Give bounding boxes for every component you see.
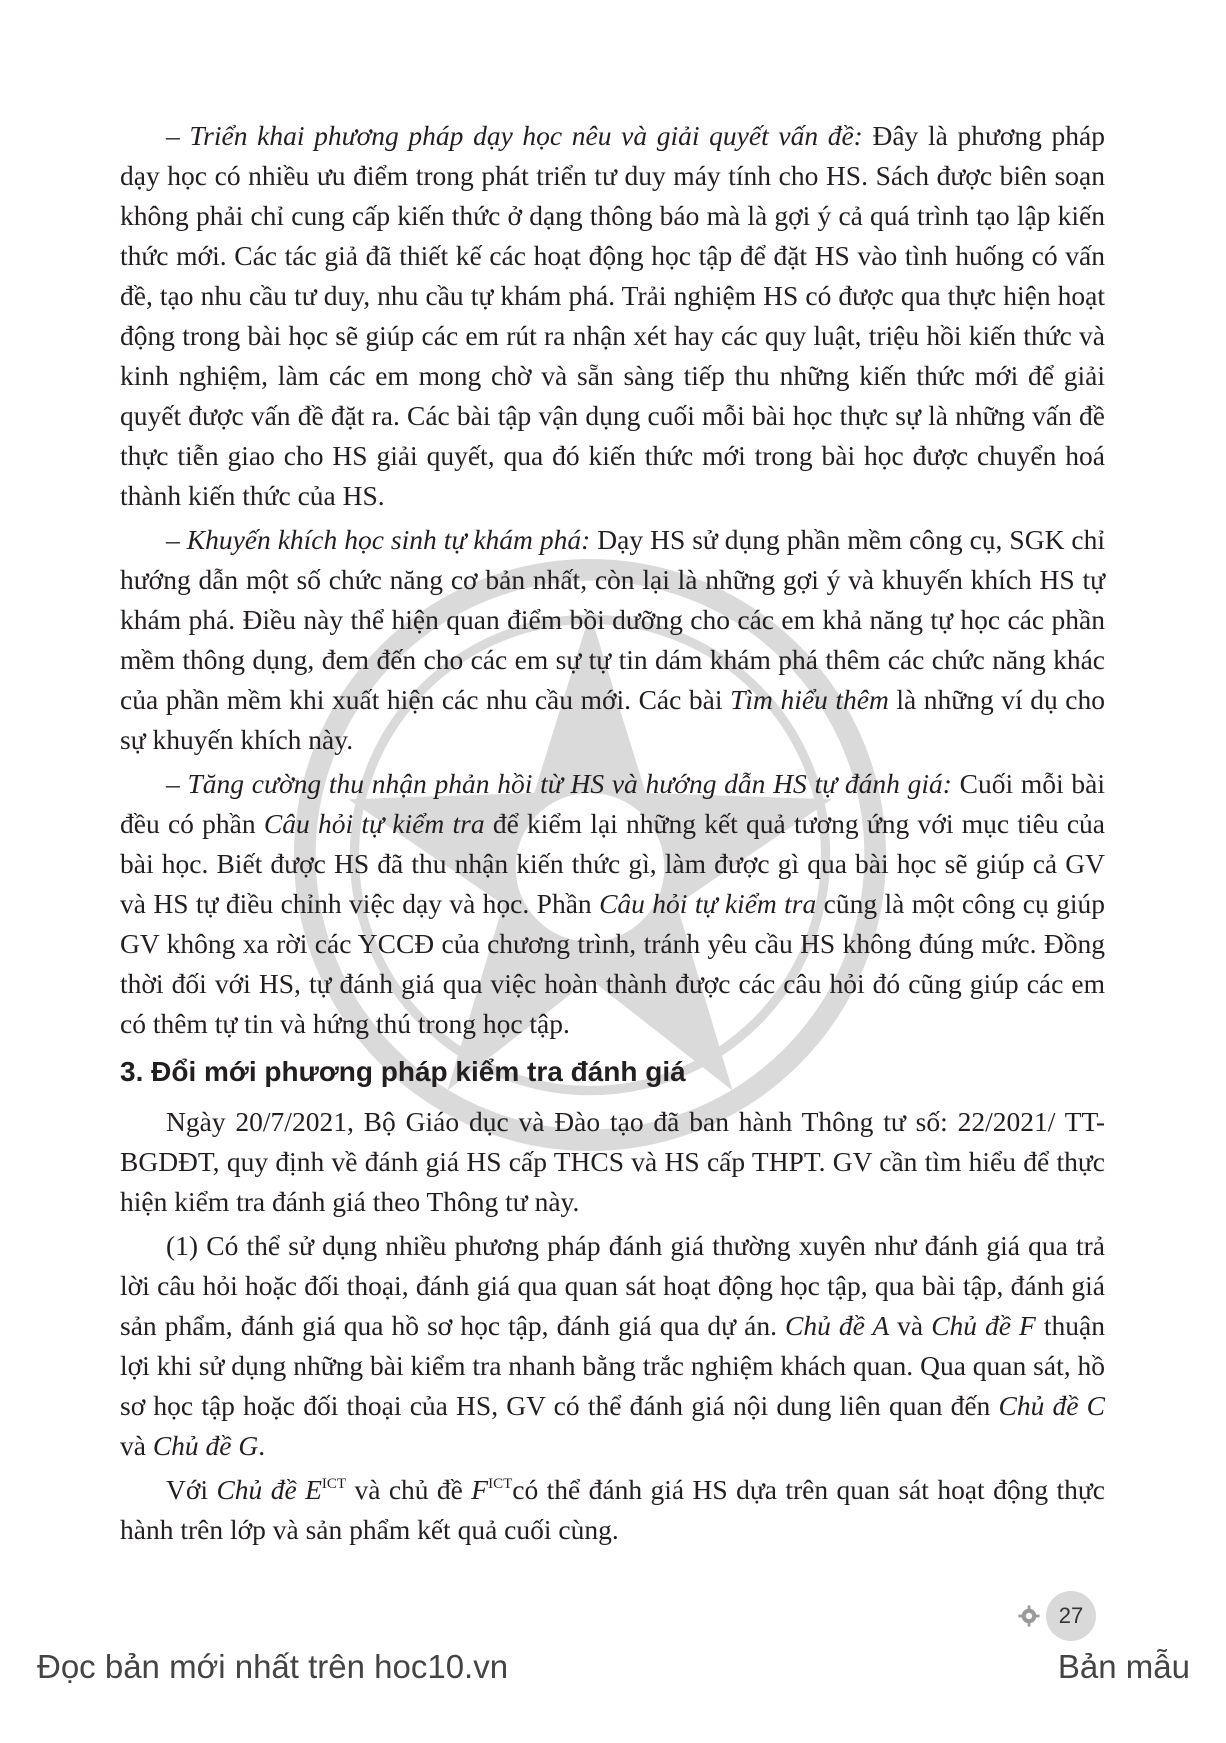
- paragraph-problem-solving: – Triển khai phương pháp dạy học nêu và giải quyết vấn đề: Đây là phương pháp dạy học có nhiều ưu điểm trong phát triển tư duy máy tính cho HS. Sách được biên soạn không phải chỉ cung cấp kiến thức ở dạng thông báo mà là gợi ý cả quá trình tạo lập kiến thức mới. Các tác giả đã thiết kế các hoạt động học tập để đặt HS vào tình huống có vấn đề, tạo nhu cầu tư duy, nhu cầu tự khám phá. Trải nghiệm HS có được qua thực hiện hoạt động trong bài học sẽ giúp các em rút ra nhận xét hay các quy luật, triệu hồi kiến thức và kinh nghiệm, làm các em mong chờ và sẵn sàng tiếp thu những kiến thức mới để giải quyết được vấn đề đặt ra. Các bài tập vận dụng cuối mỗi bài học thực sự là những vấn đề thực tiễn giao cho HS giải quyết, qua đó kiến thức mới trong bài học được chuyển hoá thành kiến thức của HS.: [120, 120, 1105, 511]
- section-heading: 3. Đổi mới phương pháp kiểm tra đánh giá: [120, 1056, 686, 1087]
- footer-sample-label: Bản mẫu: [1057, 1648, 1190, 1685]
- paragraph-ict-assessment: Với Chủ đề $E^{ICT}$ và chủ đề $F^{ICT}có$ thể đánh giá HS dựa trên quan sát hoạt động thực hành trên lớp và sản phẩm kết quả cuối cùng.: [120, 1474, 1105, 1545]
- paragraph-lead: – Khuyến khích học sinh tự khám phá:: [166, 524, 591, 555]
- paragraph-self-discovery: – Khuyến khích học sinh tự khám phá: Dạy HS sử dụng phần mềm công cụ, SGK chỉ hướng dẫn một số chức năng cơ bản nhất, còn lại là những gợi ý và khuyến khích HS tự khám phá. Điều này thể hiện quan điểm bồi dưỡng cho các em khả năng tự học các phần mềm thông dụng, đem đến cho các em sự tự tin dám khám phá thêm các chức năng khác của phần mềm khi xuất hiện các nhu cầu mới. Các bài Tìm hiểu thêm là những ví dụ cho sự khuyến khích này.: [120, 524, 1105, 755]
- paragraph-assessment-methods: (1) Có thể sử dụng nhiều phương pháp đánh giá thường xuyên như đánh giá qua trả lời câu hỏi hoặc đối thoại, đánh giá qua quan sát hoạt động học tập, qua bài tập, đánh giá sản phẩm, đánh giá qua hồ sơ học tập, đánh giá qua dự án. Chủ đề A và Chủ đề F thuận lợi khi sử dụng những bài kiểm tra nhanh bằng trắc nghiệm khách quan. Qua quan sát, hồ sơ học tập hoặc đối thoại của HS, GV có thể đánh giá nội dung liên quan đến Chủ đề C và Chủ đề G.: [120, 1230, 1106, 1461]
- paragraph-lead: – Triển khai phương pháp dạy học nêu và giải quyết vấn đề:: [166, 120, 863, 151]
- gear-icon: [1018, 1605, 1040, 1627]
- paragraph-feedback: – Tăng cường thu nhận phản hồi từ HS và hướng dẫn HS tự đánh giá: Cuối mỗi bài đều có phần Câu hỏi tự kiểm tra để kiểm lại những kết quả tương ứng với mục tiêu của bài học. Biết được HS đã thu nhận kiến thức gì, làm được gì qua bài học sẽ giúp cả GV và HS tự điều chỉnh việc dạy và học. Phần Câu hỏi tự kiểm tra cũng là một công cụ giúp GV không xa rời các YCCĐ của chương trình, tránh yêu cầu HS không đúng mức. Đồng thời đối với HS, tự đánh giá qua việc hoàn thành được các câu hỏi đó cũng giúp các em có thêm tự tin và hứng thú trong học tập.: [120, 768, 1105, 1039]
- page-number-badge: [1018, 1591, 1096, 1641]
- paragraph-lead: – Tăng cường thu nhận phản hồi từ HS và hướng dẫn HS tự đánh giá:: [166, 768, 952, 799]
- footer-website-link[interactable]: Đọc bản mới nhất trên hoc10.vn: [37, 1648, 509, 1685]
- paragraph-circular: Ngày 20/7/2021, Bộ Giáo dục và Đào tạo đã ban hành Thông tư số: 22/2021/ TT-BGDĐT, quy định về đánh giá HS cấp THCS và HS cấp THPT. GV cần tìm hiểu để thực hiện kiểm tra đánh giá theo Thông tư này.: [120, 1106, 1105, 1217]
- page-body: [120, 116, 1105, 1554]
- page-number: 27: [1046, 1591, 1096, 1641]
